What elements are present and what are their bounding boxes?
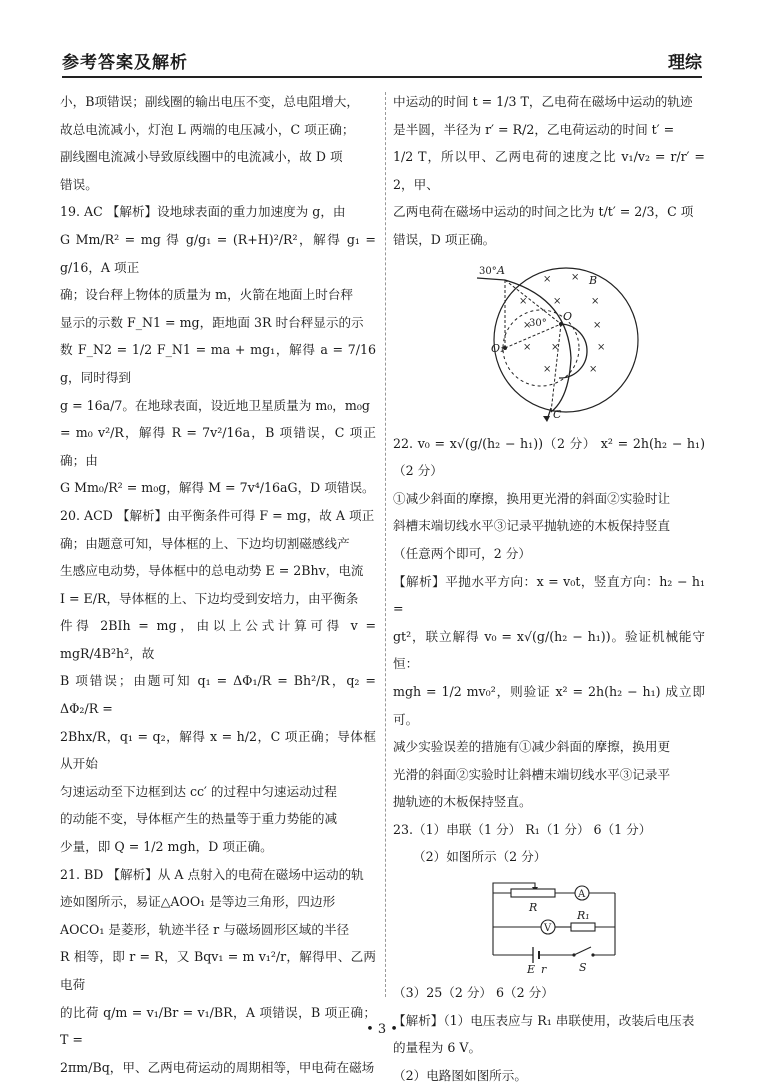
voltmeter-label: V [544, 923, 552, 935]
column-divider [385, 92, 386, 997]
r1-label: R₁ [577, 909, 590, 923]
text-line: g = 16a/7。在地球表面，设近地卫星质量为 m₀，m₀g [60, 397, 370, 413]
text-line: 副线圈电流减小导致原线圈中的电流减小，故 D 项 [60, 149, 343, 165]
page-header [62, 48, 702, 72]
text-line: 错误，D 项正确。 [393, 231, 496, 247]
switch-label: S [579, 961, 587, 975]
text-line: 小，B项错误；副线圈的输出电压不变，总电阻增大， [60, 94, 359, 109]
cross-mark: × [571, 271, 580, 283]
text-line: 2πm/Bq，甲、乙两电荷运动的周期相等，甲电荷在磁场 [60, 1059, 375, 1075]
text-line: 光滑的斜面②实验时让斜槽末端切线水平③记录平 [393, 766, 671, 782]
right-column [393, 88, 705, 1089]
text-line: 是半圆，半径为 r′ = R/2，乙电荷运动的时间 t′ = [393, 121, 675, 137]
text-line: gt²，联立解得 v₀ = x√(g/(h₂ − h₁))。验证机械能守恒： [393, 628, 705, 672]
text-line: 减少实验误差的措施有①减少斜面的摩擦，换用更 [393, 739, 671, 755]
text-line: 显示的示数 F_N1 = mg，距地面 3R 时台秤显示的示 [60, 314, 364, 330]
cross-mark: × [551, 341, 560, 353]
text-line: 的量程为 6 V。 [393, 1040, 482, 1056]
resistor-r1 [571, 923, 595, 931]
header-title: 参考答案及解析 [62, 53, 188, 73]
rheostat-label: R [529, 901, 538, 915]
text-line: 匀速运动至下边框到达 cc′ 的过程中匀速运动过程 [60, 783, 337, 799]
internal-resistance-label: r [541, 963, 547, 976]
text-line: 抛轨迹的木板保持竖直。 [393, 794, 532, 810]
text-line: 少量，即 Q = 1/2 mgh，D 项正确。 [60, 839, 273, 855]
left-column [60, 88, 376, 1081]
text-line: 的比荷 q/m = v₁/Br = v₁/BR，A 项错误，B 项正确；T = [60, 1004, 376, 1048]
cross-mark: × [523, 319, 532, 331]
text-line: 【解析】平抛水平方向：x = v₀t，竖直方向：h₂ − h₁ = [393, 573, 705, 617]
text-line: 2Bhx/R，q₁ = q₂，解得 x = h/2，C 项正确；导体框从开始 [60, 728, 376, 772]
header-rule [62, 76, 702, 78]
semicircle-trajectory [559, 324, 587, 378]
question-20-line: 20. ACD 【解析】由平衡条件可得 F = mg，故 A 项正 [60, 507, 375, 523]
text-line: 数 F_N2 = 1/2 F_N1 = ma + mg₁，解得 a = 7/16 g，同时得到 [60, 342, 376, 385]
text-line: 故总电流减小，灯泡 L 两端的电压减小，C 项正确； [60, 121, 355, 137]
text-line: ①减少斜面的摩擦，换用更光滑的斜面②实验时让 [393, 490, 671, 506]
text-line: = m₀ v²/R，解得 R = 7v²/16a，B 项错误，C 项正确；由 [60, 425, 376, 468]
angle-label-a: 30° [479, 265, 497, 277]
text-line: 确；设台秤上物体的质量为 m，火箭在地面上时台秤 [60, 287, 354, 303]
header-subject: 理综 [668, 53, 702, 73]
cross-mark: × [523, 341, 532, 353]
radius-line-oc [551, 324, 561, 412]
cross-mark: × [597, 341, 606, 353]
ammeter-label: A [578, 889, 586, 901]
label-a: A [497, 263, 505, 277]
text-line: （任意两个即可，2 分） [393, 545, 531, 561]
text-line: （2）电路图如图所示。 [393, 1067, 527, 1083]
text-line: R 相等，即 r = R，又 Bqv₁ = m v₁²/r，解得甲、乙两电荷 [60, 949, 376, 992]
text-line: 乙两电荷在磁场中运动的时间之比为 t/t′ = 2/3，C 项 [393, 204, 694, 220]
label-c: C [553, 407, 562, 421]
page-number: • 3 • [366, 1022, 398, 1037]
cross-mark: × [543, 363, 552, 375]
text-line: 【解析】（1）电压表应与 R₁ 串联使用，改装后电压表 [393, 1012, 695, 1028]
question-22-line: 22. v₀ = x√(g/(h₂ − h₁))（2 分） x² = 2h(h₂ − h₁)（2 分） [393, 435, 705, 479]
rheostat-r [511, 889, 555, 897]
text-line: B 项错误；由题可知 q₁ = ΔΦ₁/R = Bh²/R，q₂ = ΔΦ₂/R = [60, 673, 376, 717]
text-line: 的动能不变，导体框产生的热量等于重力势能的减 [60, 811, 338, 827]
text-line: I = E/R，导体框的上、下边均受到安培力，由平衡条 [60, 590, 359, 606]
arrow-head-icon [543, 416, 550, 422]
text-line: （2）如图所示（2 分） [413, 849, 547, 865]
cross-mark: × [519, 295, 528, 307]
emf-label: E [527, 963, 536, 976]
cross-mark: × [593, 319, 602, 331]
cross-mark: × [591, 295, 600, 307]
text-line: 确；由题意可知，导体框的上、下边均切割磁感线产 [60, 535, 350, 551]
text-line: 错误。 [60, 176, 98, 192]
label-b: B [589, 273, 598, 287]
text-line: mgh = 1/2 mv₀²，则验证 x² = 2h(h₂ − h₁) 成立即可。 [393, 683, 705, 727]
question-19-line: 19. AC 【解析】设地球表面的重力加速度为 g，由 [60, 204, 346, 220]
text-line: G Mm₀/R² = m₀g，解得 M = 7v⁴/16aG，D 项错误。 [60, 480, 375, 496]
magnetic-field-trajectory-figure [393, 258, 705, 426]
cross-mark: × [553, 295, 562, 307]
question-23-line: 23.（1）串联（1 分） R₁（1 分） 6（1 分） [393, 821, 652, 837]
text-line: （3）25（2 分） 6（2 分） [393, 985, 554, 1001]
text-line: 生感应电动势，导体框中的总电动势 E = 2Bhv，电流 [60, 563, 364, 579]
text-line: 中运动的时间 t = 1/3 T，乙电荷在磁场中运动的轨迹 [393, 94, 693, 109]
angle-label-o: 30° [529, 317, 547, 329]
text-line: AOCO₁ 是菱形，轨迹半径 r 与磁场圆形区域的半径 [60, 921, 350, 937]
text-line: 件得 2BIh = mg，由以上公式计算可得 v = mgR/4B²h²，故 [60, 618, 376, 661]
switch-lever [574, 947, 591, 955]
text-line: G Mm/R² = mg 得 g/g₁ = (R+H)²/R²，解得 g₁ = g/16，A 项正 [60, 231, 376, 275]
incident-line [477, 278, 505, 280]
text-line: 迹如图所示，易证△AOO₁ 是等边三角形，四边形 [60, 894, 336, 910]
circuit-diagram [393, 875, 705, 975]
label-o: O [563, 309, 573, 323]
text-line: 1/2 T，所以甲、乙两电荷的速度之比 v₁/v₂ = r/r′ = 2，甲、 [393, 149, 705, 192]
cross-mark: × [589, 363, 598, 375]
text-line: 斜槽末端切线水平③记录平抛轨迹的木板保持竖直 [393, 518, 671, 534]
cross-mark: × [543, 273, 552, 285]
label-o1: O₁ [491, 341, 505, 355]
question-21-line: 21. BD 【解析】从 A 点射入的电荷在磁场中运动的轨 [60, 866, 364, 882]
